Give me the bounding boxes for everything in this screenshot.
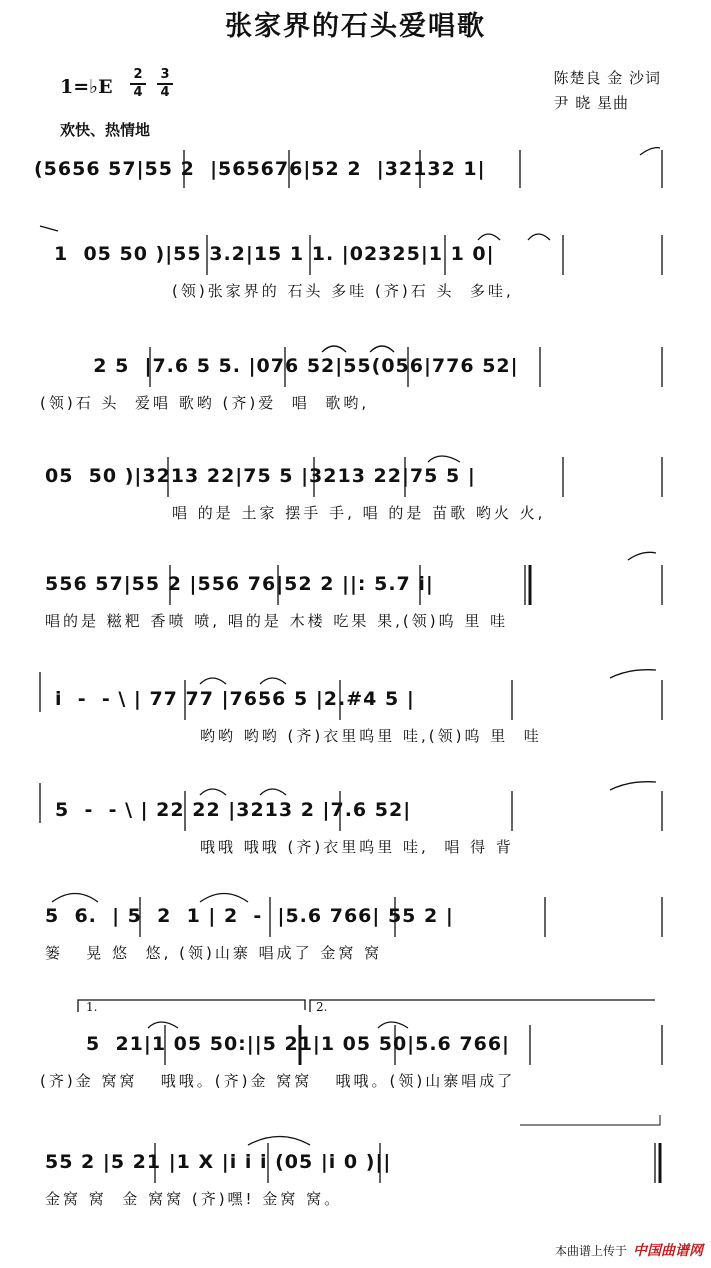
lyrics-line: 篓 晃 悠 悠, (领)山寨 唱成了 金窝 窝 [45, 944, 383, 962]
first-ending: 1. [86, 1000, 98, 1014]
key-signature: 1=♭E [60, 76, 113, 98]
notation-line: i - - \ | 77 77 |7656 5 |2.#4 5 | [55, 688, 415, 710]
notation-line: 2 5 |7.6 5 5. |076 52|55(056|776 52| [78, 355, 519, 377]
time-sig-bottom: 4 [160, 85, 170, 100]
notation-line: 05 50 )|3213 22|75 5 |3213 22|75 5 | [45, 465, 476, 487]
notation-line: 5 21|1 05 50:||5 21|1 05 50|5.6 766| [86, 1033, 510, 1055]
score-title: 张家界的石头爱唱歌 [225, 11, 486, 42]
notation-line: 5 - - \ | 22 22 |3213 2 |7.6 52| [55, 799, 412, 821]
notation-line: (5656 57|55 2 |565676|52 2 |32132 1| [34, 158, 486, 180]
lyrics-line: 唱 的是 土家 摆手 手, 唱 的是 苗歌 哟火 火, [172, 504, 546, 522]
composer: 尹 晓 星曲 [553, 94, 629, 112]
time-sig-top: 3 [160, 67, 170, 82]
lyrics-line: 哟哟 哟哟 (齐)衣里呜里 哇,(领)呜 里 哇 [200, 727, 542, 745]
lyrics-line: 唱的是 糍粑 香喷 喷, 唱的是 木楼 吃果 果,(领)呜 里 哇 [45, 612, 509, 630]
notation-line: 55 2 |5 21 |1 X |i i i (05 |i 0 )|| [45, 1151, 392, 1173]
notation-line: 5 6. | 5 2 1 | 2 - |5.6 766| 55 2 | [45, 905, 454, 927]
time-signature-2-4 [130, 68, 146, 100]
lyrics-line: 金窝 窝 金 窝窝 (齐)嘿! 金窝 窝。 [45, 1190, 343, 1208]
time-sig-top: 2 [133, 67, 143, 82]
credits [553, 66, 661, 116]
lyrics-line: 哦哦 哦哦 (齐)衣里呜里 哇, 唱 得 背 [200, 838, 514, 856]
footer [555, 1240, 703, 1260]
lyricists: 陈楚良 金 沙词 [553, 69, 661, 87]
time-signature-3-4 [157, 68, 173, 100]
lyrics-line: (领)张家界的 石头 多哇 (齐)石 头 多哇, [172, 282, 514, 300]
tempo-marking: 欢快、热情地 [60, 121, 151, 139]
site-brand[interactable]: 中国曲谱网 [633, 1243, 703, 1259]
notation-line: 556 57|55 2 |556 76|52 2 ||: 5.7 i| [45, 573, 434, 595]
lyrics-line: (领)石 头 爱唱 歌哟 (齐)爱 唱 歌哟, [40, 394, 370, 412]
footer-prefix: 本曲谱上传于 [554, 1243, 627, 1258]
notation-line: 1 05 50 )|55 3.2|15 1 1. |02325|1 1 0| [54, 243, 495, 265]
second-ending: 2. [316, 1000, 328, 1014]
time-sig-bottom: 4 [133, 85, 143, 100]
lyrics-line: (齐)金 窝窝 哦哦。(齐)金 窝窝 哦哦。(领)山寨唱成了 [40, 1072, 516, 1090]
